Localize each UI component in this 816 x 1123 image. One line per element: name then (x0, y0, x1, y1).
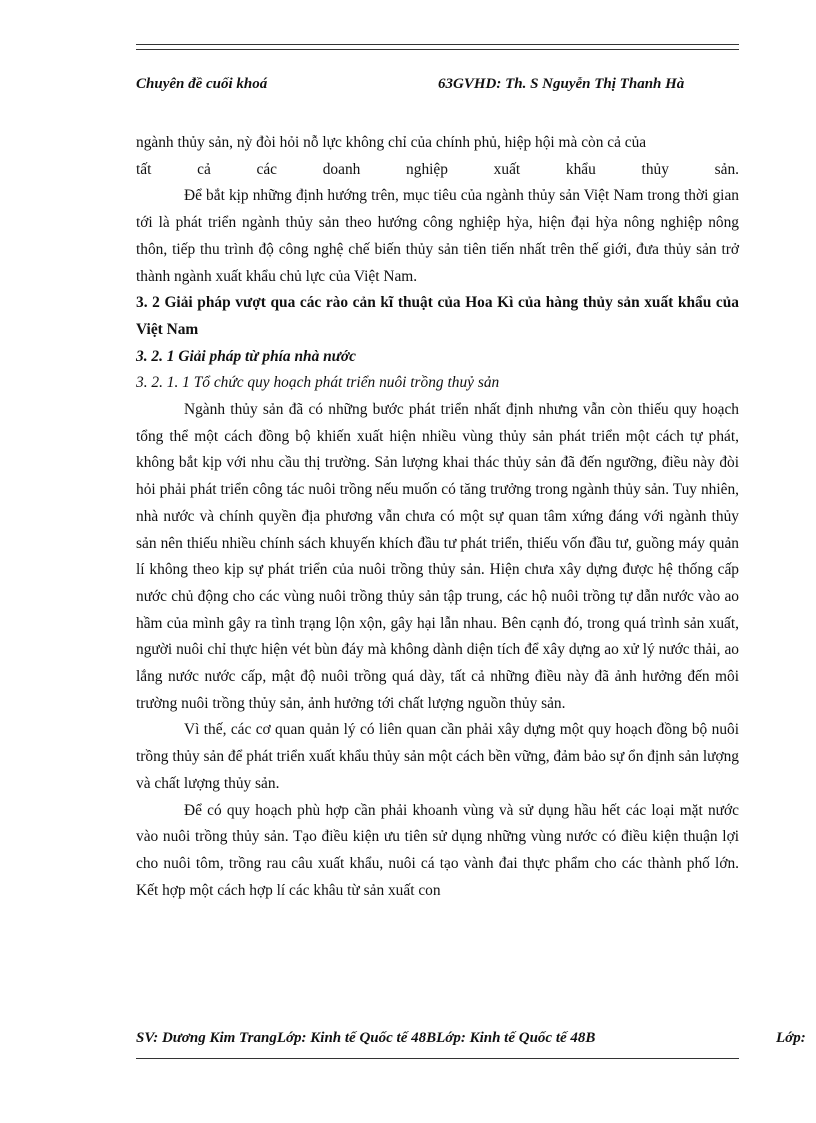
header-rule (136, 44, 739, 50)
heading-section-3-2-1: 3. 2. 1 Giải pháp từ phía nhà nước (136, 347, 356, 365)
heading-section-3-2-1-1: 3. 2. 1. 1 Tổ chức quy hoạch phát triển nuôi trồng thuỷ sản (136, 374, 500, 392)
document-body (136, 130, 739, 904)
footer-class-label: Lớp: (776, 1030, 806, 1046)
header-course-title: Chuyên đề cuối khoá (136, 76, 268, 92)
paragraph-continued-line-2: tất cả các doanh nghiệp xuất khẩu thủy sản. (136, 160, 739, 178)
footer-student-class: SV: Dương Kim TrangLớp: Kinh tế Quốc tế 48BLớp: Kinh tế Quốc tế 48B (136, 1030, 596, 1046)
paragraph-planning: Ngành thủy sản đã có những bước phát triển nhất định nhưng vẫn còn thiếu quy hoạch tổng thể một cách đồng bộ khiến xuất hiện nhiều vùng thủy sản phát triển một cách tự phát, không bắt kịp với nhu cầu thị trường. Sản lượng khai thác thủy sản đã đến ngưỡng, điều này đòi hỏi phải phát triển công tác nuôi trồng nếu muốn có tăng trưởng trong ngành thủy sản. Tuy nhiên, nhà nước và chính quyền địa phương vẫn chưa có một sự quan tâm xứng đáng với ngành thủy sản nên thiếu nhiều chính sách khuyến khích đầu tư phát triển, thiếu vốn đầu tư, guồng máy quản lí không theo kịp sự phát triển của nuôi trồng thủy sản. Hiện chưa xây dựng được hệ thống cấp nước chủ động cho các vùng nuôi trồng thủy sản tập trung, các hộ nuôi trồng tự dẫn nước vào ao hầm của mình gây ra tình trạng lộn xộn, gây hại lẫn nhau. Bên cạnh đó, trong quá trình sản xuất, người nuôi chỉ thực hiện vét bùn đáy mà không dành diện tích để xây dựng ao xử lý nước thải, ao lắng nước nước cấp, mật độ nuôi trồng quá dày, tất cả những điều này đã ảnh hưởng đến môi trường nuôi trồng thủy sản, ảnh hưởng tới chất lượng nguồn thủy sản. (136, 401, 739, 712)
paragraph-suitable-planning: Để có quy hoạch phù hợp cần phải khoanh vùng và sử dụng hầu hết các loại mặt nước vào nuôi trồng thủy sản. Tạo điều kiện ưu tiên sử dụng những vùng nước có điều kiện thuận lợi cho nuôi tôm, trồng rau câu xuất khẩu, nuôi cá tạo vành đai thực phẩm cho các thành phố lớn. Kết hợp một cách hợp lí các khâu từ sản xuất con (136, 801, 739, 899)
paragraph-orientation: Để bắt kịp những định hướng trên, mục tiêu của ngành thủy sản Việt Nam trong thời gian tới là phát triển ngành thủy sản theo hướng công nghiệp hỳa, hiện đại hỳa nông nghiệp nông thôn, tiếp thu trình độ công nghệ chế biến thủy sản tiên tiến nhất trên thế giới, đưa thủy sản trở thành ngành xuất khẩu chủ lực của Việt Nam. (136, 187, 739, 285)
footer-rule (136, 1058, 739, 1059)
paragraph-therefore: Vì thế, các cơ quan quản lý có liên quan cần phải xây dựng một quy hoạch đồng bộ nuôi trồng thủy sản để phát triển xuất khẩu thủy sản một cách bền vững, đảm bảo sự ổn định sản lượng và chất lượng thủy sản. (136, 721, 739, 792)
paragraph-continued-line-1: ngành thủy sản, nỳ đòi hỏi nỗ lực không chỉ của chính phủ, hiệp hội mà còn cả của (136, 134, 647, 151)
heading-section-3-2: 3. 2 Giải pháp vượt qua các rào cản kĩ thuật của Hoa Kì của hàng thủy sản xuất khẩu của Việt Nam (136, 294, 739, 338)
header-supervisor: 63GVHD: Th. S Nguyễn Thị Thanh Hà (438, 76, 685, 92)
